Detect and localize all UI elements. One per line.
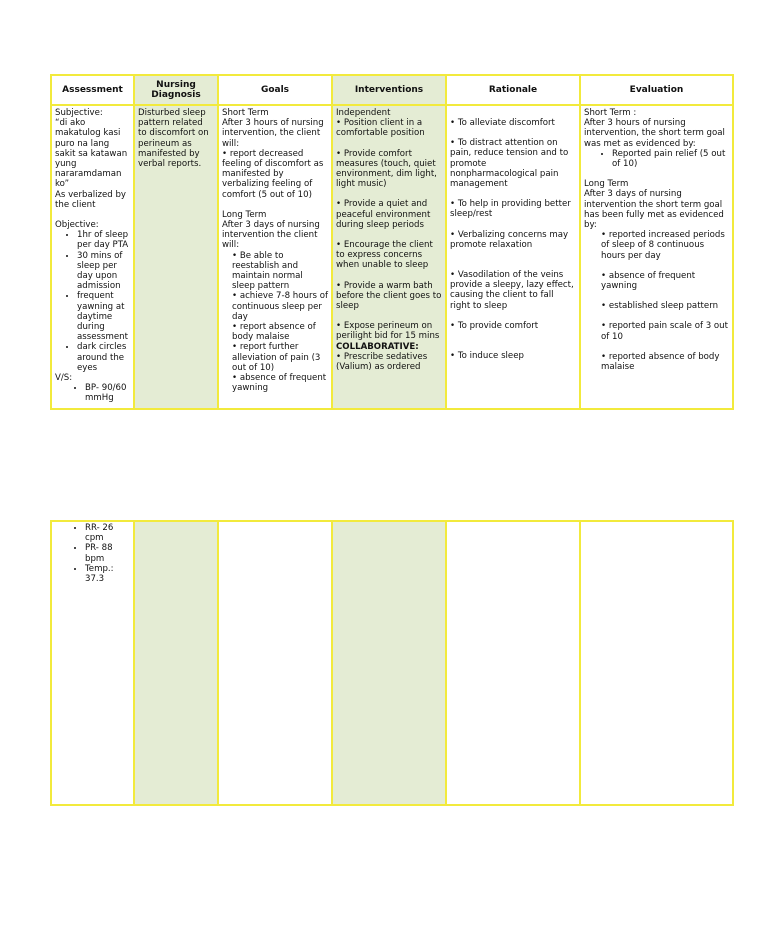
- evaluation-short-list: [584, 149, 729, 169]
- rationale-item: • Vasodilation of the veins provide a sleepy, lazy effect, causing the client to fall right to sleep: [450, 270, 576, 311]
- diagnosis-cell: [134, 105, 218, 409]
- diagnosis-cell-continued: [134, 521, 218, 805]
- evaluation-long-list: [584, 230, 729, 372]
- verbalized-note: As verbalized by the client: [55, 189, 127, 210]
- intervention-item: • Encourage the client to express concerns when unable to sleep: [336, 240, 442, 271]
- header-goals: Goals: [218, 75, 332, 105]
- goals-long-list: [222, 251, 328, 394]
- goals-short-intro: After 3 hours of nursing intervention, the client will:: [222, 118, 324, 149]
- goals-cell: [218, 105, 332, 409]
- evaluation-long-label: Long Term: [584, 179, 629, 190]
- collaborative-item: • Prescribe sedatives (Valium) as ordered: [336, 352, 442, 372]
- rationale-cell-continued: [446, 521, 580, 805]
- goals-long-label: Long Term: [222, 209, 267, 220]
- independent-label: Independent: [336, 108, 391, 118]
- evaluation-cell-continued: [580, 521, 733, 805]
- list-item: • reported absence of body malaise: [601, 352, 729, 372]
- intervention-item: • Position client in a comfortable position: [336, 118, 442, 138]
- list-item: • reported pain scale of 3 out of 10: [601, 321, 729, 341]
- table-row: [51, 105, 733, 409]
- evaluation-cell: [580, 105, 733, 409]
- rationale-item: • To alleviate discomfort: [450, 118, 576, 128]
- list-item: • absence of frequent yawning: [601, 271, 729, 291]
- list-item: • PR- 88 bpm: [85, 543, 130, 563]
- subjective-quote: “di ako makatulog kasi puro na lang sakit sa katawan yung nararamdaman ko”: [55, 118, 128, 190]
- collaborative-label: COLLABORATIVE:: [336, 341, 419, 352]
- rationale-item: • Verbalizing concerns may promote relaxation: [450, 230, 576, 250]
- rationale-item: • To distract attention on pain, reduce tension and to promote nonpharmacological pain management: [450, 138, 576, 189]
- intervention-item: • Provide a quiet and peaceful environment during sleep periods: [336, 199, 442, 230]
- intervention-item: • Provide a warm bath before the client goes to sleep: [336, 281, 442, 312]
- rationale-item: • To help in providing better sleep/rest: [450, 199, 576, 219]
- vital-signs-list-continued: [55, 523, 130, 584]
- assessment-cell-continued: [51, 521, 134, 805]
- subjective-label: Subjective:: [55, 108, 103, 118]
- header-nursing-diagnosis: Nursing Diagnosis: [134, 75, 218, 105]
- header-assessment: Assessment: [51, 75, 134, 105]
- list-item: • report further alleviation of pain (3 out of 10): [232, 342, 328, 373]
- list-item: • Be able to reestablish and maintain normal sleep pattern: [232, 251, 328, 292]
- goals-long-intro: After 3 days of nursing intervention the client will:: [222, 220, 320, 251]
- header-row: [51, 75, 733, 105]
- list-item: • 30 mins of sleep per day upon admission: [77, 251, 130, 292]
- list-item: • RR- 26 cpm: [85, 523, 130, 543]
- vs-label: V/S:: [55, 373, 73, 384]
- rationale-item: • To induce sleep: [450, 351, 576, 361]
- list-item: • 1hr of sleep per day PTA: [77, 230, 130, 250]
- list-item: • achieve 7-8 hours of continuous sleep per day: [232, 291, 328, 322]
- evaluation-short-label: Short Term :: [584, 108, 637, 118]
- vital-signs-list: [55, 383, 130, 403]
- diagnosis-text: Disturbed sleep pattern related to discomfort on perineum as manifested by verbal reports.: [138, 108, 209, 170]
- header-interventions: Interventions: [332, 75, 446, 105]
- evaluation-long-intro: After 3 days of nursing intervention the short term goal has been fully met as evidenced by:: [584, 189, 724, 231]
- rationale-cell: [446, 105, 580, 409]
- list-item: • reported increased periods of sleep of 8 continuous hours per day: [601, 230, 729, 261]
- list-item: • Temp.: 37.3: [85, 564, 130, 584]
- list-item: • dark circles around the eyes: [77, 342, 130, 373]
- care-plan-table-page1: [50, 74, 734, 410]
- care-plan-table-page2: [50, 520, 734, 806]
- intervention-item: • Expose perineum on perilight bid for 15 mins: [336, 321, 442, 341]
- objective-label: Objective:: [55, 220, 99, 231]
- intervention-item: • Provide comfort measures (touch, quiet environment, dim light, light music): [336, 149, 442, 190]
- assessment-cell: [51, 105, 134, 409]
- list-item: • absence of frequent yawning: [232, 373, 328, 393]
- list-item: • frequent yawning at daytime during assessment: [77, 291, 130, 342]
- header-rationale: Rationale: [446, 75, 580, 105]
- list-item: • established sleep pattern: [601, 301, 729, 311]
- table-row: [51, 521, 733, 805]
- objective-list: [55, 230, 130, 373]
- interventions-cell-continued: [332, 521, 446, 805]
- header-evaluation: Evaluation: [580, 75, 733, 105]
- list-item: • BP- 90/60 mmHg: [85, 383, 130, 403]
- interventions-cell: [332, 105, 446, 409]
- goals-short-item: • report decreased feeling of discomfort as manifested by verbalizing feeling of comfort (5 out of 10): [222, 149, 328, 200]
- evaluation-short-intro: After 3 hours of nursing intervention, the short term goal was met as evidenced by:: [584, 118, 725, 149]
- rationale-item: • To provide comfort: [450, 321, 576, 331]
- list-item: • report absence of body malaise: [232, 322, 328, 342]
- goals-cell-continued: [218, 521, 332, 805]
- list-item: • Reported pain relief (5 out of 10): [612, 149, 729, 169]
- goals-short-label: Short Term: [222, 108, 269, 118]
